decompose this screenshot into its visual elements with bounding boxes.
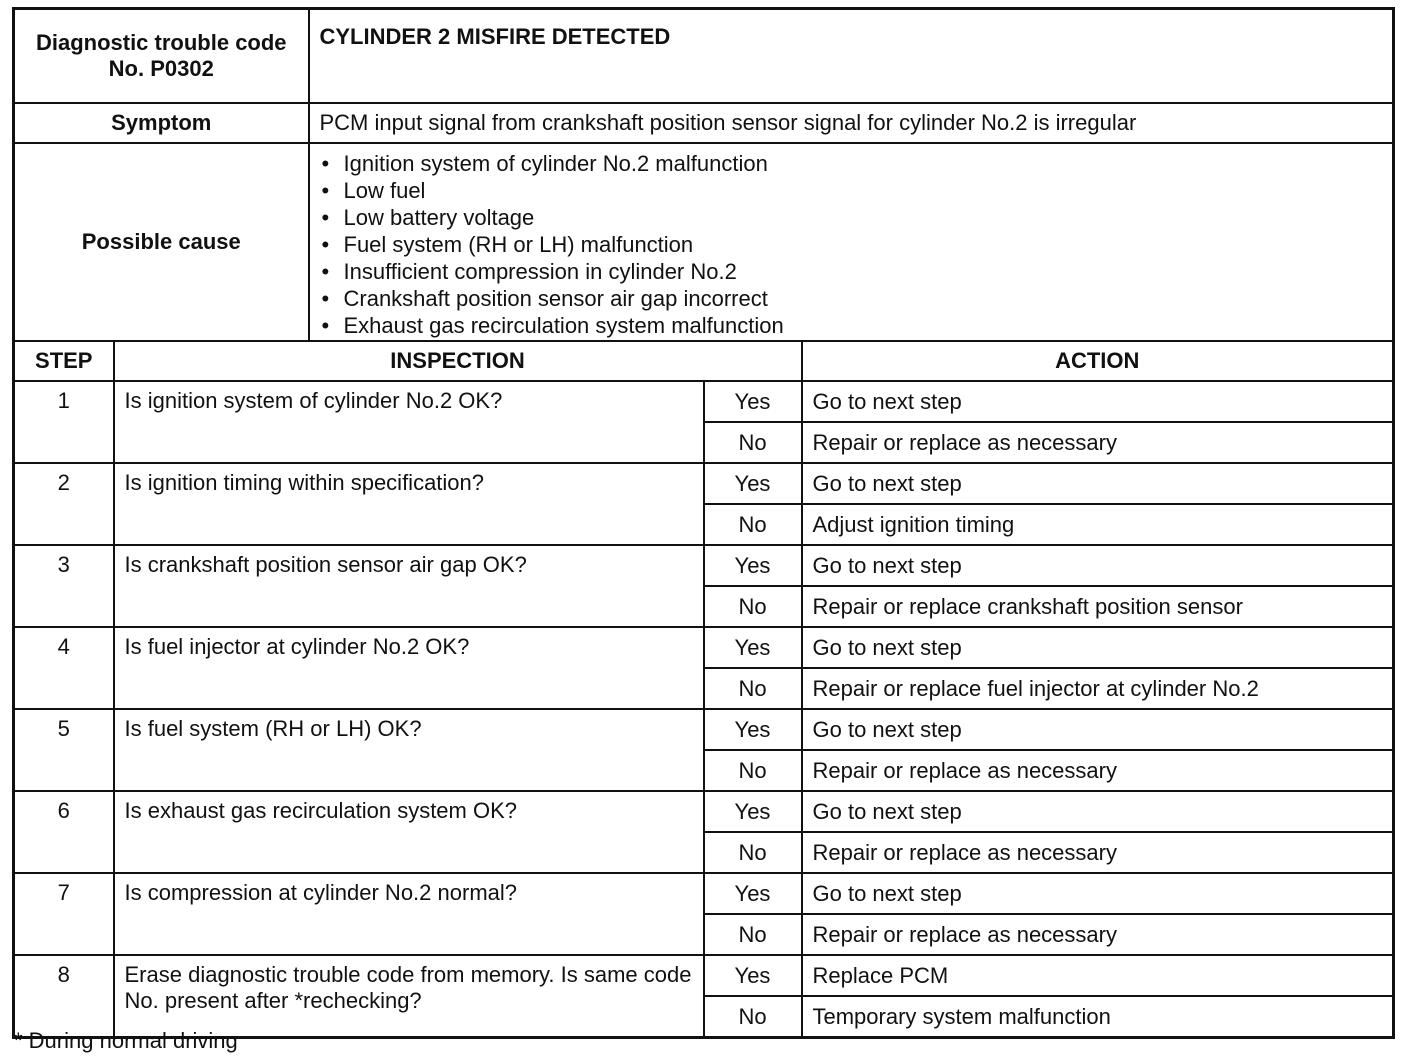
possible-cause-text: Ignition system of cylinder No.2 malfunction [343, 151, 768, 176]
step-row-yes [14, 545, 1394, 586]
step-row-yes [14, 873, 1394, 914]
step-yes-action: Go to next step [802, 709, 1394, 750]
column-header-row [14, 341, 1394, 381]
step-yes-action: Replace PCM [802, 955, 1394, 996]
step-no-action: Adjust ignition timing [802, 504, 1394, 545]
step-no-label: No [704, 586, 802, 627]
bullet-icon: • [321, 232, 330, 257]
step-number: 5 [14, 709, 114, 791]
step-yes-label: Yes [704, 545, 802, 586]
step-inspection: Is fuel system (RH or LH) OK? [114, 709, 704, 791]
action-column-header: ACTION [802, 341, 1394, 381]
step-no-action: Repair or replace as necessary [802, 914, 1394, 955]
step-number: 3 [14, 545, 114, 627]
step-yes-action: Go to next step [802, 381, 1394, 422]
possible-cause-label: Possible cause [14, 143, 309, 341]
inspection-column-header: INSPECTION [114, 341, 802, 381]
step-number: 6 [14, 791, 114, 873]
step-inspection: Is exhaust gas recirculation system OK? [114, 791, 704, 873]
dtc-title: CYLINDER 2 MISFIRE DETECTED [309, 9, 1394, 104]
possible-cause-item [320, 204, 1383, 231]
step-inspection: Is compression at cylinder No.2 normal? [114, 873, 704, 955]
step-yes-label: Yes [704, 709, 802, 750]
possible-cause-text: Insufficient compression in cylinder No.2 [343, 259, 737, 284]
step-yes-action: Go to next step [802, 545, 1394, 586]
footnote: * During normal driving [14, 1028, 238, 1053]
step-yes-action: Go to next step [802, 873, 1394, 914]
step-no-action: Repair or replace as necessary [802, 422, 1394, 463]
possible-cause-item [320, 177, 1383, 204]
step-yes-label: Yes [704, 791, 802, 832]
symptom-row [14, 103, 1394, 143]
possible-cause-item [320, 150, 1383, 177]
step-yes-action: Go to next step [802, 791, 1394, 832]
step-no-action: Repair or replace crankshaft position sensor [802, 586, 1394, 627]
dtc-code-label: Diagnostic trouble code No. P0302 [14, 9, 309, 104]
step-column-header: STEP [14, 341, 114, 381]
bullet-icon: • [321, 151, 330, 176]
step-row-yes [14, 627, 1394, 668]
step-row-yes [14, 381, 1394, 422]
step-row-yes [14, 709, 1394, 750]
bullet-icon: • [321, 313, 330, 338]
step-row-yes [14, 463, 1394, 504]
symptom-label: Symptom [14, 103, 309, 143]
possible-cause-text: Exhaust gas recirculation system malfunction [343, 313, 784, 338]
step-no-action: Temporary system malfunction [802, 996, 1394, 1038]
possible-cause-item [320, 285, 1383, 312]
bullet-icon: • [321, 205, 330, 230]
step-no-label: No [704, 832, 802, 873]
step-no-label: No [704, 750, 802, 791]
steps-body [14, 381, 1394, 1038]
step-inspection: Is ignition system of cylinder No.2 OK? [114, 381, 704, 463]
step-yes-label: Yes [704, 381, 802, 422]
step-number: 1 [14, 381, 114, 463]
step-no-action: Repair or replace as necessary [802, 750, 1394, 791]
step-no-label: No [704, 422, 802, 463]
step-inspection: Erase diagnostic trouble code from memory. Is same code No. present after *rechecking? [114, 955, 704, 1038]
step-yes-label: Yes [704, 627, 802, 668]
step-inspection: Is crankshaft position sensor air gap OK? [114, 545, 704, 627]
step-row-yes [14, 791, 1394, 832]
possible-cause-cell [309, 143, 1394, 341]
symptom-text: PCM input signal from crankshaft position sensor signal for cylinder No.2 is irregular [309, 103, 1394, 143]
possible-cause-text: Low battery voltage [343, 205, 535, 230]
step-no-label: No [704, 996, 802, 1038]
dtc-code-row [14, 9, 1394, 104]
step-number: 7 [14, 873, 114, 955]
step-yes-label: Yes [704, 873, 802, 914]
step-number: 2 [14, 463, 114, 545]
possible-cause-item [320, 231, 1383, 258]
step-number: 4 [14, 627, 114, 709]
diagnostic-table [12, 7, 1395, 1039]
step-no-action: Repair or replace as necessary [802, 832, 1394, 873]
step-inspection: Is ignition timing within specification? [114, 463, 704, 545]
table-header-block [14, 9, 1394, 382]
possible-cause-text: Low fuel [343, 178, 426, 203]
step-no-label: No [704, 668, 802, 709]
diagnostic-document [12, 7, 1392, 1039]
step-inspection: Is fuel injector at cylinder No.2 OK? [114, 627, 704, 709]
bullet-icon: • [321, 178, 330, 203]
step-yes-action: Go to next step [802, 463, 1394, 504]
step-no-label: No [704, 914, 802, 955]
possible-cause-list [320, 150, 1383, 339]
possible-cause-item [320, 312, 1383, 339]
step-yes-label: Yes [704, 463, 802, 504]
possible-cause-text: Fuel system (RH or LH) malfunction [343, 232, 694, 257]
step-yes-label: Yes [704, 955, 802, 996]
step-number: 8 [14, 955, 114, 1038]
step-row-yes [14, 955, 1394, 996]
step-no-label: No [704, 504, 802, 545]
bullet-icon: • [321, 259, 330, 284]
step-no-action: Repair or replace fuel injector at cylinder No.2 [802, 668, 1394, 709]
possible-cause-item [320, 258, 1383, 285]
bullet-icon: • [321, 286, 330, 311]
step-yes-action: Go to next step [802, 627, 1394, 668]
possible-cause-row [14, 143, 1394, 341]
possible-cause-text: Crankshaft position sensor air gap incorrect [343, 286, 768, 311]
